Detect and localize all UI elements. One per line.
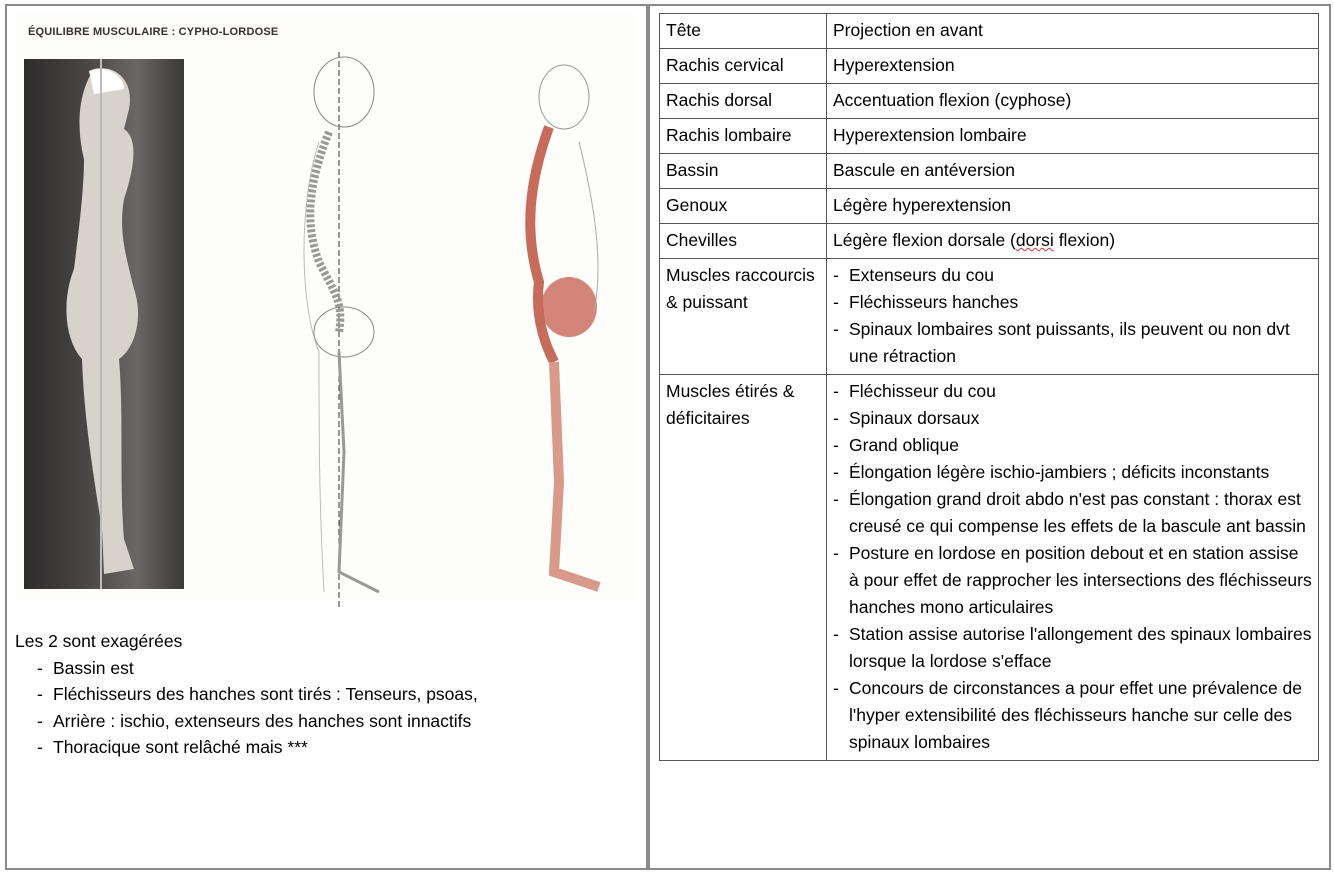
table-row — [660, 189, 1319, 224]
list-item: - Spinaux lombaires sont puissants, ils peuvent ou non dvt une rétraction — [849, 316, 1313, 370]
posture-figure — [14, 12, 636, 602]
list-item: - Grand oblique — [849, 432, 1313, 459]
list-item: - Élongation légère ischio-jambiers ; déficits inconstants — [849, 459, 1313, 486]
notes-item: - Arrière : ischio, extenseurs des hanches sont innactifs — [53, 708, 478, 735]
table-row — [660, 49, 1319, 84]
row-key: Genoux — [660, 189, 827, 224]
row-value: Accentuation flexion (cyphose) — [827, 84, 1319, 119]
row-value: Hyperextension — [827, 49, 1319, 84]
row-key: Tête — [660, 14, 827, 49]
notes-heading: Les 2 sont exagérées — [15, 631, 183, 651]
table-row — [660, 224, 1319, 259]
table-row — [660, 259, 1319, 375]
row-value: Hyperextension lombaire — [827, 119, 1319, 154]
list-item: - Station assise autorise l'allongement des spinaux lombaires lorsque la lordose s'efface — [849, 621, 1313, 675]
notes-list — [15, 655, 478, 761]
row-value: Bascule en antéversion — [827, 154, 1319, 189]
table-row — [660, 84, 1319, 119]
row-key: Rachis dorsal — [660, 84, 827, 119]
notes-item: - Fléchisseurs des hanches sont tirés : Tenseurs, psoas, — [53, 681, 478, 708]
row-value — [827, 259, 1319, 375]
list-item: - Spinaux dorsaux — [849, 405, 1313, 432]
list-item: - Fléchisseurs hanches — [849, 289, 1313, 316]
figure-title: ÉQUILIBRE MUSCULAIRE : CYPHO-LORDOSE — [28, 26, 279, 38]
list-item: - Posture en lordose en position debout et en station assise à pour effet de rapprocher les intersections des fléchisseurs hanches mono articulaires — [849, 540, 1313, 621]
stretched-list — [833, 378, 1313, 756]
row-key: Muscles raccourcis & puissant — [660, 259, 827, 375]
notes-item: - Thoracique sont relâché mais *** — [53, 734, 478, 761]
row-key: Rachis cervical — [660, 49, 827, 84]
row-key: Muscles étirés & déficitaires — [660, 375, 827, 761]
row-value: Légère hyperextension — [827, 189, 1319, 224]
row-value — [827, 224, 1319, 259]
list-item: - Fléchisseur du cou — [849, 378, 1313, 405]
list-item: - Concours de circonstances a pour effet une prévalence de l'hyper extensibilité des fléchisseurs hanche sur celle des spinaux lombaires — [849, 675, 1313, 756]
row-value: Projection en avant — [827, 14, 1319, 49]
row-value — [827, 375, 1319, 761]
row-key: Rachis lombaire — [660, 119, 827, 154]
muscle-drawing — [494, 62, 634, 602]
skeleton-drawing — [259, 52, 409, 612]
table-row — [660, 14, 1319, 49]
notes-item: - Bassin est — [53, 655, 478, 682]
row-key: Bassin — [660, 154, 827, 189]
list-item: - Extenseurs du cou — [849, 262, 1313, 289]
column-divider — [646, 4, 650, 870]
table-row — [660, 119, 1319, 154]
notes-section — [15, 628, 478, 761]
value-text: flexion) — [1053, 230, 1116, 250]
list-item: - Élongation grand droit abdo n'est pas constant : thorax est creusé ce qui compense les effets de la bascule ant bassin — [849, 486, 1313, 540]
row-key: Chevilles — [660, 224, 827, 259]
spellcheck-word: dorsi — [1015, 230, 1054, 250]
table-row — [660, 154, 1319, 189]
shortened-list — [833, 262, 1313, 370]
value-text: Légère flexion dorsale ( — [833, 230, 1016, 250]
posture-table — [659, 13, 1319, 761]
posture-photo — [24, 59, 184, 589]
table-row — [660, 375, 1319, 761]
